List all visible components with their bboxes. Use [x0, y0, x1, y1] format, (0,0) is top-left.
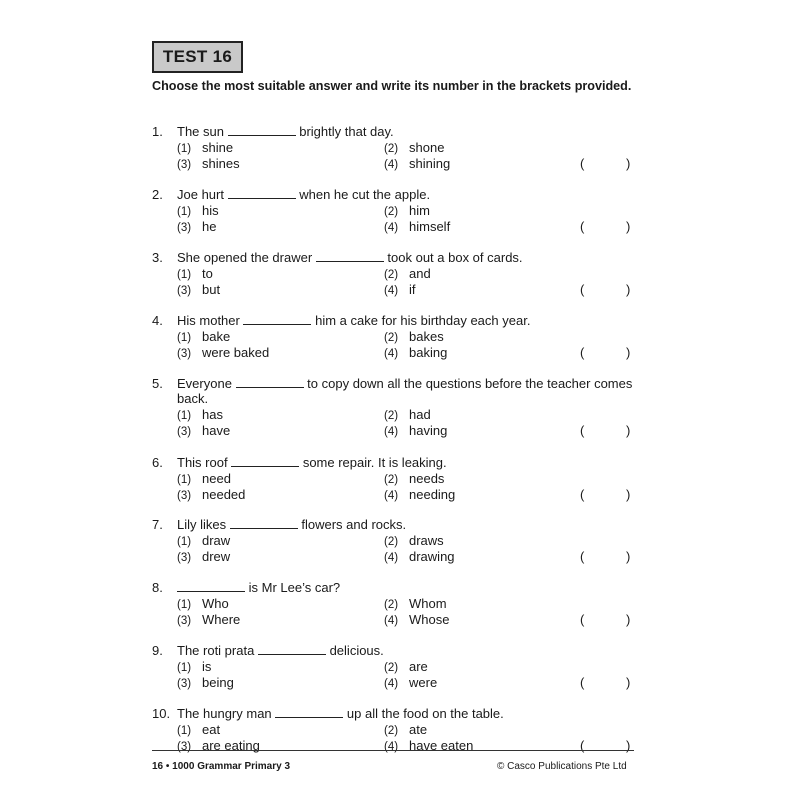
bracket-close: ) [626, 675, 631, 690]
footer-page-info: 16 • 1000 Grammar Primary 3 [152, 761, 291, 772]
answer-option[interactable] [384, 219, 450, 235]
answer-option[interactable] [384, 612, 449, 628]
stem-after-blank: brightly that day. [299, 124, 394, 139]
option-number: (1) [177, 599, 192, 611]
answer-option[interactable] [177, 549, 230, 565]
option-number: (1) [177, 410, 192, 422]
answer-option[interactable] [177, 156, 240, 172]
stem-before-blank: Everyone [177, 376, 232, 391]
answer-option[interactable] [384, 266, 431, 282]
answer-option[interactable] [384, 533, 444, 549]
option-text: draws [409, 533, 444, 548]
stem-after-blank: delicious. [329, 643, 384, 658]
answer-option[interactable] [384, 722, 427, 738]
question-stem-continued: back. [177, 391, 209, 406]
answer-option[interactable] [177, 345, 269, 361]
option-number: (1) [177, 474, 192, 486]
bracket-close: ) [626, 612, 631, 627]
option-text: needed [202, 487, 246, 502]
bracket-close: ) [626, 156, 631, 171]
answer-option[interactable] [384, 156, 450, 172]
option-number: (3) [177, 159, 192, 171]
answer-option[interactable] [177, 423, 230, 439]
option-text: if [409, 282, 416, 297]
answer-option[interactable] [177, 612, 240, 628]
option-number: (4) [384, 678, 399, 690]
option-text: are [409, 659, 428, 674]
bracket-open: ( [580, 487, 585, 502]
option-number: (1) [177, 662, 192, 674]
option-number: (2) [384, 474, 399, 486]
answer-option[interactable] [177, 140, 233, 156]
bracket-open: ( [580, 345, 585, 360]
instructions: Choose the most suitable answer and write its number in the brackets provided. [152, 79, 632, 93]
answer-option[interactable] [177, 282, 220, 298]
answer-blank[interactable] [243, 313, 311, 325]
option-number: (2) [384, 536, 399, 548]
option-text: drawing [409, 549, 455, 564]
answer-option[interactable] [177, 596, 229, 612]
bracket-open: ( [580, 738, 585, 753]
answer-option[interactable] [384, 282, 416, 298]
stem-before-blank: The hungry man [177, 706, 272, 721]
question-number: 8. [152, 580, 163, 595]
bracket-open: ( [580, 675, 585, 690]
question-number: 4. [152, 313, 163, 328]
option-number: (4) [384, 348, 399, 360]
option-number: (3) [177, 552, 192, 564]
bracket-open: ( [580, 282, 585, 297]
option-text: baking [409, 345, 448, 360]
stem-before-blank: The roti prata [177, 643, 255, 658]
option-text: Whose [409, 612, 450, 627]
stem-after-blank: up all the food on the table. [346, 706, 504, 721]
option-text: bakes [409, 329, 444, 344]
stem-before-blank: She opened the drawer [177, 250, 313, 265]
option-text: have eaten [409, 738, 474, 753]
option-number: (2) [384, 662, 399, 674]
option-text: him [409, 203, 430, 218]
option-text: were baked [202, 345, 270, 360]
option-text: has [202, 407, 223, 422]
question-number: 10. [152, 706, 171, 721]
bracket-open: ( [580, 156, 585, 171]
option-text: are eating [202, 738, 260, 753]
option-text: to [202, 266, 213, 281]
bracket-open: ( [580, 219, 585, 234]
footer-copyright: © Casco Publications Pte Ltd [497, 761, 627, 772]
option-number: (4) [384, 741, 399, 753]
test-title: TEST 16 [162, 47, 233, 66]
option-text: eat [202, 722, 221, 737]
question-stem [177, 250, 523, 266]
option-number: (1) [177, 332, 192, 344]
question-number: 7. [152, 517, 163, 532]
answer-option[interactable] [177, 203, 219, 219]
option-text: need [202, 471, 231, 486]
option-number: (2) [384, 143, 399, 155]
answer-option[interactable] [177, 738, 260, 754]
option-number: (2) [384, 206, 399, 218]
answer-option[interactable] [384, 738, 473, 754]
question-stem [177, 376, 632, 392]
answer-option[interactable] [177, 471, 231, 487]
bracket-close: ) [626, 219, 631, 234]
option-text: draw [202, 533, 231, 548]
stem-after-blank: to copy down all the questions before the teacher comes [307, 376, 633, 391]
option-number: (2) [384, 725, 399, 737]
question-number: 1. [152, 124, 163, 139]
answer-option[interactable] [177, 487, 245, 503]
option-number: (2) [384, 410, 399, 422]
option-number: (3) [177, 678, 192, 690]
answer-option[interactable] [384, 596, 447, 612]
question-stem [177, 643, 384, 659]
answer-option[interactable] [384, 549, 455, 565]
question-stem [177, 517, 406, 533]
answer-option[interactable] [177, 329, 230, 345]
answer-option[interactable] [384, 423, 447, 439]
answer-blank[interactable] [228, 124, 296, 136]
option-text: had [409, 407, 431, 422]
option-text: is [202, 659, 212, 674]
answer-blank[interactable] [177, 580, 245, 592]
question-number: 9. [152, 643, 163, 658]
bracket-open: ( [580, 423, 585, 438]
option-text: shine [202, 140, 234, 155]
stem-before-blank: His mother [177, 313, 240, 328]
option-text: have [202, 423, 231, 438]
question-number: 2. [152, 187, 163, 202]
answer-option[interactable] [177, 675, 234, 691]
stem-before-blank: This roof [177, 455, 228, 470]
answer-blank[interactable] [316, 250, 384, 262]
option-text: needing [409, 487, 456, 502]
option-number: (1) [177, 725, 192, 737]
option-number: (3) [177, 285, 192, 297]
option-text: being [202, 675, 234, 690]
answer-option[interactable] [384, 345, 447, 361]
option-number: (1) [177, 206, 192, 218]
bracket-close: ) [626, 487, 631, 502]
question-number: 6. [152, 455, 163, 470]
option-number: (3) [177, 615, 192, 627]
option-text: were [409, 675, 438, 690]
test-title-box [152, 41, 243, 73]
stem-before-blank: The sun [177, 124, 224, 139]
answer-option[interactable] [177, 219, 216, 235]
stem-after-blank: him a cake for his birthday each year. [315, 313, 531, 328]
question-number: 5. [152, 376, 163, 391]
answer-option[interactable] [177, 266, 213, 282]
option-text: his [202, 203, 219, 218]
question-stem [177, 313, 530, 329]
bracket-open: ( [580, 549, 585, 564]
answer-option[interactable] [384, 407, 431, 423]
answer-option[interactable] [177, 659, 211, 675]
bracket-close: ) [626, 738, 631, 753]
answer-option[interactable] [384, 203, 430, 219]
option-text: Who [202, 596, 229, 611]
answer-option[interactable] [384, 140, 444, 156]
option-number: (1) [177, 269, 192, 281]
option-number: (3) [177, 426, 192, 438]
option-text: shines [202, 156, 240, 171]
option-text: having [409, 423, 448, 438]
answer-blank[interactable] [230, 517, 298, 529]
option-number: (4) [384, 159, 399, 171]
question-stem [177, 706, 504, 722]
footer-divider [152, 750, 634, 751]
option-number: (1) [177, 536, 192, 548]
stem-after-blank: flowers and rocks. [301, 517, 407, 532]
answer-option[interactable] [384, 675, 437, 691]
answer-option[interactable] [177, 407, 223, 423]
option-number: (4) [384, 552, 399, 564]
stem-after-blank: took out a box of cards. [387, 250, 523, 265]
option-number: (2) [384, 599, 399, 611]
option-number: (3) [177, 741, 192, 753]
answer-option[interactable] [384, 329, 444, 345]
question-stem [177, 187, 430, 203]
option-text: but [202, 282, 221, 297]
stem-after-blank: when he cut the apple. [299, 187, 431, 202]
answer-blank[interactable] [236, 376, 304, 388]
option-number: (3) [177, 348, 192, 360]
bracket-close: ) [626, 345, 631, 360]
option-text: bake [202, 329, 231, 344]
option-text: Where [202, 612, 241, 627]
option-number: (1) [177, 143, 192, 155]
question-stem [177, 580, 340, 596]
answer-blank[interactable] [275, 706, 343, 718]
option-number: (2) [384, 269, 399, 281]
option-number: (4) [384, 222, 399, 234]
option-text: himself [409, 219, 451, 234]
option-number: (4) [384, 615, 399, 627]
option-number: (3) [177, 490, 192, 502]
answer-option[interactable] [384, 471, 444, 487]
answer-blank[interactable] [258, 643, 326, 655]
option-number: (4) [384, 285, 399, 297]
option-text: shone [409, 140, 445, 155]
question-stem [177, 124, 394, 140]
stem-after-blank: is Mr Lee’s car? [248, 580, 341, 595]
option-text: drew [202, 549, 231, 564]
option-number: (2) [384, 332, 399, 344]
option-text: and [409, 266, 431, 281]
bracket-close: ) [626, 549, 631, 564]
answer-blank[interactable] [228, 187, 296, 199]
answer-option[interactable] [177, 533, 230, 549]
option-text: he [202, 219, 217, 234]
answer-blank[interactable] [231, 455, 299, 467]
option-number: (4) [384, 490, 399, 502]
question-number: 3. [152, 250, 163, 265]
answer-option[interactable] [177, 722, 220, 738]
answer-option[interactable] [384, 659, 428, 675]
answer-option[interactable] [384, 487, 455, 503]
option-number: (4) [384, 426, 399, 438]
bracket-close: ) [626, 423, 631, 438]
stem-before-blank: Lily likes [177, 517, 227, 532]
bracket-close: ) [626, 282, 631, 297]
stem-before-blank: Joe hurt [177, 187, 224, 202]
option-text: Whom [409, 596, 447, 611]
stem-after-blank: some repair. It is leaking. [302, 455, 447, 470]
option-text: needs [409, 471, 445, 486]
option-text: ate [409, 722, 428, 737]
question-stem [177, 455, 447, 471]
option-number: (3) [177, 222, 192, 234]
bracket-open: ( [580, 612, 585, 627]
option-text: shining [409, 156, 451, 171]
